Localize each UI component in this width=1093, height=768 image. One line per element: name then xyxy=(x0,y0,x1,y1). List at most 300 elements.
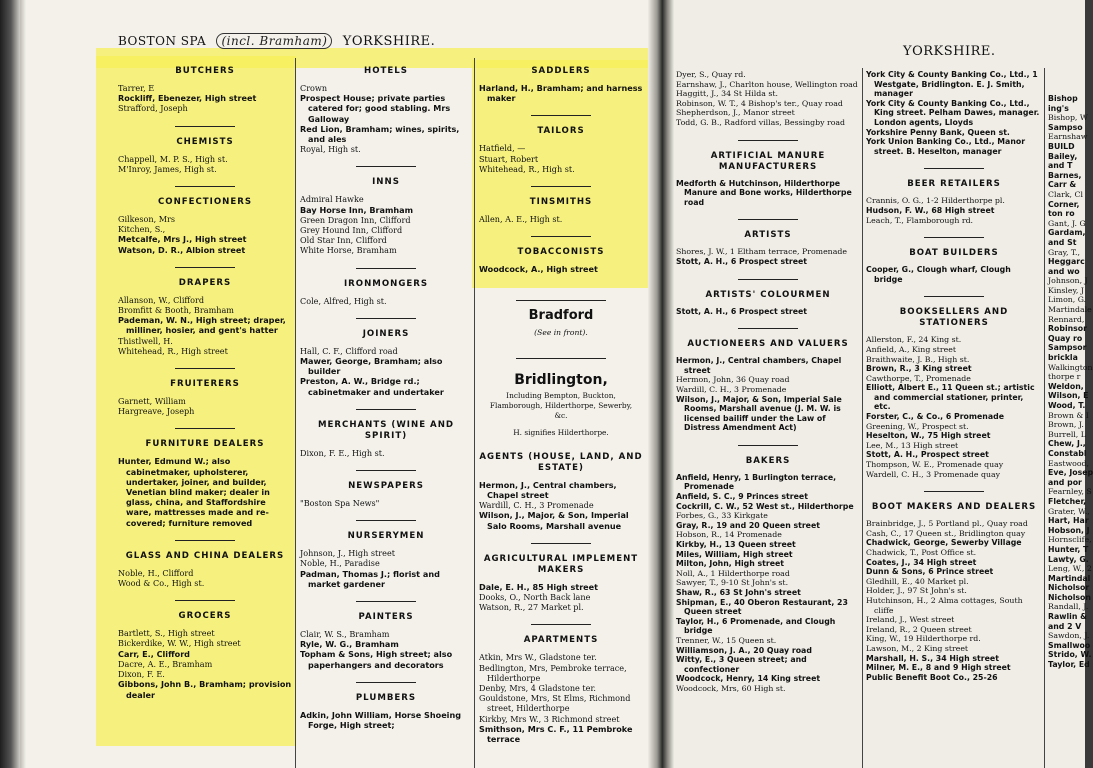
directory-entry: Hatfield, — xyxy=(479,143,526,154)
directory-entry-cropped: Corner, xyxy=(1048,199,1080,209)
directory-entry-cropped: Bailey, xyxy=(1048,151,1078,161)
bradford-note: (See in front). xyxy=(534,327,588,337)
directory-entry-cropped: Heggarc xyxy=(1048,257,1085,267)
directory-section xyxy=(479,115,643,174)
section-title: AGRICULTURAL IMPLEMENT MAKERS xyxy=(483,553,639,575)
directory-entry: Prospect House; private parties catered for; good stabling. Mrs Galloway xyxy=(300,93,451,124)
section-title: NEWSPAPERS xyxy=(348,481,424,492)
section-rule xyxy=(175,540,235,541)
directory-section xyxy=(866,168,1042,225)
section-title: GLASS AND CHINA DEALERS xyxy=(125,550,285,561)
directory-entry: Dacre, A. E., Bramham xyxy=(118,658,213,669)
directory-entry: Kirkby, H., 13 Queen street xyxy=(676,540,796,550)
directory-entry: Thistlwell, H. xyxy=(118,335,173,346)
directory-entry-cropped: Hobson, J xyxy=(1048,525,1090,535)
directory-entry-cropped: Robinsor xyxy=(1048,324,1088,334)
directory-entry: Dale, E. H., 85 High street xyxy=(479,581,599,592)
section-title: PLUMBERS xyxy=(355,692,417,703)
directory-entry: Grey Hound Inn, Clifford xyxy=(300,225,403,236)
directory-entry: Padman, Thomas J.; florist and market gardener xyxy=(300,568,440,589)
section-title: NURSERYMEN xyxy=(347,531,425,542)
directory-section xyxy=(479,186,643,224)
directory-entry: Old Star Inn, Clifford xyxy=(300,235,387,246)
directory-entry: Gray, R., 19 and 20 Queen street xyxy=(676,520,820,530)
directory-entry: Hermon, J., Central chambers, Chapel street xyxy=(676,356,842,375)
directory-entry: Mawer, George, Bramham; also builder xyxy=(300,356,443,377)
directory-entry: Watson, R., 27 Market pl. xyxy=(479,602,584,613)
section-title: CHEMISTS xyxy=(176,136,234,147)
directory-entry: Wilson, J., Major, & Son, Imperial Sale Rooms, Marshall avenue (J. M. W. is licensed bailiff under the Law of Distress Amendment Act) xyxy=(676,394,842,433)
section-title: TINSMITHS xyxy=(529,197,593,208)
left-column-2 xyxy=(300,66,472,730)
directory-section xyxy=(118,66,292,114)
directory-entry-cropped: Carr & xyxy=(1048,180,1077,190)
directory-entry: Shipman, E., 40 Oberon Restaurant, 23 Queen street xyxy=(676,597,848,617)
directory-entry: Royal, High st. xyxy=(300,144,361,155)
section-title: ARTISTS' COLOURMEN xyxy=(705,289,831,300)
section-title: GROCERS xyxy=(178,611,232,622)
directory-entry: "Boston Spa News" xyxy=(300,498,380,509)
directory-entry: Yorkshire Penny Bank, Queen st. xyxy=(866,127,1010,137)
section-title: HOTELS xyxy=(364,66,408,76)
directory-entry-cropped: Eve, Josep xyxy=(1048,468,1093,478)
directory-entry: Lawson, M., 2 King street xyxy=(866,643,969,653)
directory-entry: Harland, H., Bramham; and harness maker xyxy=(479,83,643,104)
directory-entry-cropped: Quay ro xyxy=(1048,333,1083,343)
right-column-1 xyxy=(676,70,860,694)
directory-entry: Metcalfe, Mrs J., High street xyxy=(118,234,247,245)
directory-entry-cropped: Walkington xyxy=(1048,362,1093,372)
directory-entry: Stott, A. H., 6 Prospect street xyxy=(676,306,807,316)
directory-entry: Public Benefit Boot Co., 25-26 xyxy=(866,672,998,682)
section-title: PAINTERS xyxy=(358,612,414,623)
directory-entry-cropped: Hunter, T xyxy=(1048,544,1089,554)
directory-entry: Crannis, O. G., 1-2 Hilderthorpe pl. xyxy=(866,196,1005,206)
directory-section xyxy=(300,268,472,306)
directory-entry: Noble, H., Paradise xyxy=(300,558,380,569)
directory-entry: Forster, C., & Co., 6 Promenade xyxy=(866,412,1004,422)
section-rule xyxy=(356,520,416,521)
directory-entry-cropped: Limon, G. xyxy=(1048,295,1087,305)
section-title: APARTMENTS xyxy=(523,635,599,646)
right-column-divider-1 xyxy=(862,68,863,768)
directory-section xyxy=(676,328,860,433)
directory-entry: Milner, M. E., 8 and 9 High street xyxy=(866,663,1011,673)
section-title: BEER RETAILERS xyxy=(907,179,1001,190)
directory-entry: Cockrill, C. W., 52 West st., Hilderthorpe xyxy=(676,501,854,511)
directory-entry: York City & County Banking Co., Ltd., 1 Westgate, Bridlington. E. J. Smith, manager xyxy=(866,70,1038,99)
directory-entry: Robinson, W. T., 4 Bishop's ter., Quay road xyxy=(676,98,843,108)
directory-entry: Johnson, J., High street xyxy=(300,548,395,559)
directory-entry: Milton, John, High street xyxy=(676,559,785,569)
section-rule xyxy=(356,409,416,410)
directory-entry: Earnshaw, J., Charlton house, Wellington road xyxy=(676,79,858,89)
directory-entry: Tarrer, E xyxy=(118,83,155,93)
directory-section xyxy=(118,126,292,174)
directory-entry-cropped: BUILD xyxy=(1048,141,1075,151)
directory-section xyxy=(676,140,860,208)
directory-entry: Clair, W. S., Bramham xyxy=(300,629,390,640)
directory-entry: Ireland, J., West street xyxy=(866,615,955,625)
section-rule xyxy=(738,219,798,220)
directory-entry: Dunn & Sons, 6 Prince street xyxy=(866,567,994,577)
directory-entry: Heselton, W., 75 High street xyxy=(866,431,991,441)
section-title: BOAT BUILDERS xyxy=(909,248,999,259)
directory-entry: Todd, G. B., Radford villas, Bessingby road xyxy=(676,117,846,127)
directory-entry-cropped: Leng, W., 2 xyxy=(1048,564,1092,574)
directory-entry: Brainbridge, J., 5 Portland pl., Quay road xyxy=(866,519,1028,529)
directory-entry: Anfield, Henry, 1 Burlington terrace, Promenade xyxy=(676,472,837,492)
directory-section xyxy=(479,236,643,274)
bridlington-intro: Including Bempton, Buckton, Flamborough, Hilderthorpe, Sewerby, &c. xyxy=(489,391,633,421)
directory-entry: Chadwick, T., Post Office st. xyxy=(866,548,977,557)
header-town: BOSTON SPA xyxy=(118,34,207,48)
directory-entry: Wardill, C. H., 3 Promenade xyxy=(676,384,787,394)
section-rule xyxy=(924,237,984,238)
directory-entry: Shaw, R., 63 St John's street xyxy=(676,588,801,597)
bridlington-sections xyxy=(479,452,643,744)
section-rule xyxy=(175,428,235,429)
section-title: BAKERS xyxy=(745,455,791,466)
section-title: JOINERS xyxy=(362,328,410,339)
directory-entry: Thompson, W. E., Promenade quay xyxy=(866,460,1004,470)
directory-entry: Allen, A. E., High st. xyxy=(479,214,563,225)
right-column-divider-2 xyxy=(1044,68,1045,768)
directory-entry: Bromfitt & Booth, Bramham xyxy=(118,305,234,316)
directory-entry-cropped: Brown & I xyxy=(1048,410,1089,420)
directory-entry-cropped: Weldon, xyxy=(1048,381,1084,391)
section-rule xyxy=(738,279,798,280)
directory-entry: Forbes, G., 33 Kirkgate xyxy=(676,511,768,521)
section-rule xyxy=(175,126,235,127)
directory-entry: Gibbons, John B., Bramham; provision dealer xyxy=(118,679,292,700)
directory-entry: Hermon, J., Central chambers, Chapel street xyxy=(479,479,617,501)
directory-entry-cropped: Burrell, L xyxy=(1048,429,1086,439)
directory-entry-cropped: Gardam, xyxy=(1048,228,1086,238)
directory-entry-cropped: Bishop, W xyxy=(1048,113,1088,123)
directory-section xyxy=(479,452,643,531)
directory-entry: Woodcock, A., High street xyxy=(479,264,598,275)
directory-entry-cropped: Strido, W. xyxy=(1048,650,1092,660)
directory-entry: Adkin, John William, Horse Shoeing Forge, High street; xyxy=(300,709,462,731)
directory-section xyxy=(676,279,860,317)
section-title: MERCHANTS (WINE AND SPIRIT) xyxy=(317,419,455,441)
directory-entry: Topham & Sons, High street; also paperhangers and decorators xyxy=(300,649,453,670)
left-page-edge-fade xyxy=(20,0,26,768)
directory-entry-cropped: Fletcher, xyxy=(1048,496,1087,506)
section-rule xyxy=(738,140,798,141)
directory-section xyxy=(118,186,292,255)
bradford-title: Bradford xyxy=(528,308,594,324)
section-rule xyxy=(924,168,984,169)
directory-entry: Haggitt, J., 34 St Hilda st. xyxy=(676,89,778,99)
directory-entry-cropped: Sampsor xyxy=(1048,343,1087,353)
directory-entry: Cole, Alfred, High st. xyxy=(300,295,387,306)
directory-entry: Holder, J., 97 St John's st. xyxy=(866,586,967,596)
directory-entry: Noll, A., 1 Hilderthorpe road xyxy=(676,568,790,578)
directory-entry: Hermon, John, 36 Quay road xyxy=(676,375,790,385)
directory-section xyxy=(300,601,472,670)
section-rule xyxy=(531,115,591,116)
directory-entry: Hobson, R., 14 Promenade xyxy=(676,530,782,540)
directory-entry-cropped: Clark, Cl xyxy=(1048,189,1083,199)
directory-entry: Kitchen, S., xyxy=(118,224,166,235)
directory-entry: Cawthorpe, T., Promenade xyxy=(866,373,971,383)
book-spine xyxy=(648,0,674,768)
directory-entry: Strafford, Joseph xyxy=(118,103,188,114)
directory-entry: Whitehead, R., High st. xyxy=(479,163,575,174)
column-divider-1 xyxy=(295,58,296,768)
directory-entry: Leach, T., Flamborough rd. xyxy=(866,215,974,225)
directory-section xyxy=(300,318,472,397)
directory-entry: Woodcock, Henry, 14 King street xyxy=(676,674,821,684)
directory-entry: Gouldstone, Mrs, St Elms, Richmond street, Hilderthorpe xyxy=(479,693,631,714)
directory-entry-cropped: Nicholson xyxy=(1048,592,1091,602)
directory-entry: Carr, E., Clifford xyxy=(118,648,190,659)
directory-entry-cropped: Lawty, G. xyxy=(1048,554,1089,564)
directory-entry-cropped: Martindale xyxy=(1048,305,1092,315)
section-title: BOOKSELLERS AND STATIONERS xyxy=(899,307,1009,329)
page-header-left xyxy=(118,34,435,49)
section-title: TAILORS xyxy=(537,126,585,137)
section-rule xyxy=(356,601,416,602)
directory-section xyxy=(118,428,292,527)
directory-section xyxy=(866,296,1042,479)
directory-entry: Sawyer, T., 9-10 St John's st. xyxy=(676,578,789,588)
directory-entry: Taylor, H., 6 Promenade, and Clough bridge xyxy=(676,616,836,636)
section-title: BOOT MAKERS AND DEALERS xyxy=(871,502,1037,513)
right-column-2 xyxy=(866,70,1042,682)
section-title: BUTCHERS xyxy=(175,66,235,76)
section-title: ARTISTS xyxy=(744,230,792,241)
section-title: AUCTIONEERS AND VALUERS xyxy=(687,339,849,350)
directory-entry-cropped: Brown, J. xyxy=(1048,420,1084,430)
section-rule xyxy=(531,236,591,237)
directory-section xyxy=(300,520,472,589)
bridlington-note: H. signifies Hilderthorpe. xyxy=(513,427,609,437)
section-rule xyxy=(924,296,984,297)
page-header-right: YORKSHIRE. xyxy=(903,44,996,59)
directory-section xyxy=(479,543,643,613)
directory-entry-cropped: Taylor, Ed xyxy=(1048,660,1090,670)
directory-entry-cropped: Smallwoo xyxy=(1048,640,1091,650)
directory-entry-cropped: ton ro xyxy=(1048,209,1075,219)
directory-entry: Witty, E., 3 Queen street; and confectioner xyxy=(676,655,807,674)
directory-section xyxy=(866,491,1042,682)
directory-entry: Gilkeson, Mrs xyxy=(118,214,176,225)
directory-entry: Wardell, C. H., 3 Promenade quay xyxy=(866,469,1001,479)
directory-entry-cropped: Eastwood, xyxy=(1048,458,1090,468)
section-rule xyxy=(738,445,798,446)
section-title: FRUITERERS xyxy=(170,379,240,390)
directory-entry-cropped: Johnson, J xyxy=(1048,276,1088,286)
directory-entry: Chadwick, George, Sewerby Village xyxy=(866,538,1022,548)
section-rule xyxy=(175,368,235,369)
section-rule xyxy=(356,470,416,471)
directory-entry-cropped: and T xyxy=(1048,161,1073,171)
section-rule xyxy=(356,318,416,319)
directory-entry: Ireland, R., 2 Queen street xyxy=(866,624,972,634)
directory-section xyxy=(676,70,860,128)
directory-entry: Trenner, W., 15 Queen st. xyxy=(676,635,777,645)
directory-entry-cropped: Hart, Har xyxy=(1048,516,1089,526)
directory-entry: Preston, A. W., Bridge rd.; cabinetmaker and undertaker xyxy=(300,376,444,397)
directory-entry: Allerston, F., 24 King st. xyxy=(866,335,962,345)
directory-entry-cropped: ing's xyxy=(1048,103,1069,113)
section-rule xyxy=(738,328,798,329)
directory-entry-cropped: and wo xyxy=(1048,266,1080,276)
section-title: TOBACCONISTS xyxy=(517,247,605,258)
left-column-1 xyxy=(118,66,292,700)
directory-entry: Medforth & Hutchinson, Hilderthorpe Manure and Bone works, Hilderthorpe road xyxy=(676,178,852,207)
directory-section xyxy=(300,166,472,255)
directory-entry-cropped: Rawlin & xyxy=(1048,612,1087,622)
directory-entry-cropped: Randall, J. xyxy=(1048,602,1089,612)
section-rule xyxy=(531,624,591,625)
directory-section xyxy=(866,70,1042,156)
directory-sections xyxy=(479,66,643,274)
directory-entry-cropped: Grater, W., xyxy=(1048,506,1090,516)
directory-entry-cropped: Sawdon, J. xyxy=(1048,631,1090,641)
directory-entry-cropped: Constabl xyxy=(1048,448,1087,458)
directory-entry-cropped: Wilson, E xyxy=(1048,391,1089,401)
directory-section xyxy=(118,600,292,699)
directory-entry: Braithwaite, J. B., High st. xyxy=(866,354,970,364)
directory-entry: King, W., 19 Hilderthorpe rd. xyxy=(866,634,981,644)
section-title: ARTIFICIAL MANURE MANUFACTURERS xyxy=(710,150,826,172)
directory-entry: Admiral Hawke xyxy=(300,194,364,205)
directory-entry: York Union Banking Co., Ltd., Manor street. B. Heselton, manager xyxy=(866,137,1026,156)
directory-entry: Stott, A. H., Prospect street xyxy=(866,450,989,460)
directory-entry: Miles, William, High street xyxy=(676,549,793,559)
directory-entry-cropped: Kinsley, J xyxy=(1048,285,1084,295)
section-title: FURNITURE DEALERS xyxy=(145,439,265,450)
directory-entry: Brown, R., 3 King street xyxy=(866,364,972,374)
directory-entry: Whitehead, R., High street xyxy=(118,345,228,356)
directory-section xyxy=(479,66,643,103)
directory-entry-cropped: Hornsclife, xyxy=(1048,535,1092,545)
directory-entry-cropped: Fearnley, S xyxy=(1048,487,1092,497)
section-rule xyxy=(175,186,235,187)
section-rule xyxy=(175,600,235,601)
directory-entry: Smithson, Mrs C. F., 11 Pembroke terrace xyxy=(479,723,633,745)
directory-entry: Shores, J. W., 1 Eltham terrace, Promenade xyxy=(676,247,847,257)
directory-entry: Hargreave, Joseph xyxy=(118,406,195,417)
directory-section xyxy=(479,624,643,744)
directory-entry: Shepherdson, J., Manor street xyxy=(676,108,795,118)
section-title: CONFECTIONERS xyxy=(157,197,253,208)
directory-entry: Bartlett, S., High street xyxy=(118,628,215,639)
column-divider-2 xyxy=(474,58,475,768)
directory-entry: Hutchinson, H., 2 Alma cottages, South cliffe xyxy=(866,595,1023,615)
directory-entry-cropped: Martindal xyxy=(1048,573,1091,583)
directory-section xyxy=(118,540,292,588)
bridlington-title: Bridlington, xyxy=(514,371,608,388)
section-rule xyxy=(531,186,591,187)
directory-entry: Stott, A. H., 6 Prospect street xyxy=(676,256,807,266)
section-title: SADDLERS xyxy=(531,66,591,76)
directory-entry: Anfield, S. C., 9 Princes street xyxy=(676,492,808,502)
section-rule xyxy=(356,268,416,269)
directory-entry: Green Dragon Inn, Clifford xyxy=(300,214,411,225)
directory-entry-cropped: brickla xyxy=(1048,353,1078,363)
section-rule xyxy=(356,682,416,683)
directory-entry: Gledhill, E., 40 Market pl. xyxy=(866,576,969,586)
section-title: AGENTS (HOUSE, LAND, AND ESTATE) xyxy=(479,451,643,473)
directory-entry: Noble, H., Clifford xyxy=(118,567,194,578)
directory-entry: Allanson, W., Clifford xyxy=(118,294,205,305)
section-rule xyxy=(356,166,416,167)
directory-entry-cropped: Sampso xyxy=(1048,122,1083,132)
directory-entry: Chappell, M. P. S., High st. xyxy=(118,153,228,164)
directory-entry-cropped: thorpe r xyxy=(1048,372,1081,382)
directory-entry: Garnett, William xyxy=(118,396,186,407)
directory-entry: Red Lion, Bramham; wines, spirits, and ales xyxy=(300,123,460,145)
directory-entry-cropped: Nicholsor xyxy=(1048,583,1090,593)
directory-entry: Dixon, F. E., High st. xyxy=(300,447,385,458)
directory-entry: Crown xyxy=(300,83,328,93)
directory-section xyxy=(300,470,472,508)
directory-entry: White Horse, Bramham xyxy=(300,245,397,256)
directory-entry: Coates, J., 34 High street xyxy=(866,557,977,567)
directory-entry: Lee, M., 13 High street xyxy=(866,440,959,450)
directory-entry: Cash, C., 17 Queen st., Bridlington quay xyxy=(866,528,1026,538)
left-column-3 xyxy=(479,66,643,744)
section-rule xyxy=(531,543,591,544)
right-column-3 xyxy=(1048,94,1093,670)
directory-entry: Pademan, W. N., High street; draper, milliner, hosier, and gent's hatter xyxy=(118,315,286,336)
section-title: DRAPERS xyxy=(178,277,232,288)
directory-section xyxy=(300,66,472,154)
directory-entry: Elliott, Albert E., 11 Queen st.; artistic and commercial stationer, printer, etc. xyxy=(866,383,1035,412)
directory-entry: Denby, Mrs, 4 Gladstone ter. xyxy=(479,683,597,694)
directory-entry-cropped: Barnes, xyxy=(1048,170,1082,180)
directory-entry: Dixon, F. E. xyxy=(118,669,165,680)
directory-entry-cropped: Wood, T. xyxy=(1048,401,1086,410)
section-rule xyxy=(175,267,235,268)
section-title: IRONMONGERS xyxy=(343,278,429,289)
directory-entry-cropped: Gant, J. G xyxy=(1048,218,1086,228)
directory-entry: Greening, W., Prospect st. xyxy=(866,421,969,431)
directory-entry-cropped: Rennard, xyxy=(1048,314,1085,324)
left-page-edge-shadow xyxy=(0,0,20,768)
directory-entry-cropped: and por xyxy=(1048,477,1082,487)
header-county: YORKSHIRE. xyxy=(342,34,436,49)
directory-section xyxy=(300,409,472,458)
directory-entry: M'Inroy, James, High st. xyxy=(118,163,217,174)
directory-entry: Cooper, G., Clough wharf, Clough bridge xyxy=(866,265,1011,284)
directory-entry: Wilson, J., Major, & Son, Imperial Salo Rooms, Marshall avenue xyxy=(479,510,629,531)
directory-entry: Watson, D. R., Albion street xyxy=(118,244,246,255)
directory-section xyxy=(866,237,1042,284)
handwritten-annotation: (incl. Bramham) xyxy=(216,33,332,49)
directory-entry-cropped: Chew, J., xyxy=(1048,439,1086,449)
directory-section xyxy=(676,445,860,694)
section-title: INNS xyxy=(372,177,400,188)
directory-entry: Woodcock, Mrs, 60 High st. xyxy=(676,683,786,693)
directory-entry-cropped: Gray, T., xyxy=(1048,247,1080,257)
directory-entry: Atkin, Mrs W., Gladstone ter. xyxy=(479,652,597,663)
directory-entry: Bay Horse Inn, Bramham xyxy=(300,204,414,215)
directory-entry-cropped: Bishop xyxy=(1048,94,1078,103)
right-page xyxy=(660,0,1093,768)
directory-entry: Dooks, O., North Back lane xyxy=(479,592,591,603)
directory-entry: Kirkby, Mrs W., 3 Richmond street xyxy=(479,713,620,724)
directory-entry-cropped: and St xyxy=(1048,237,1077,247)
section-rule xyxy=(924,491,984,492)
directory-entry: Hudson, F. W., 68 High street xyxy=(866,205,995,215)
directory-entry: Marshall, H. S., 34 High street xyxy=(866,653,999,663)
